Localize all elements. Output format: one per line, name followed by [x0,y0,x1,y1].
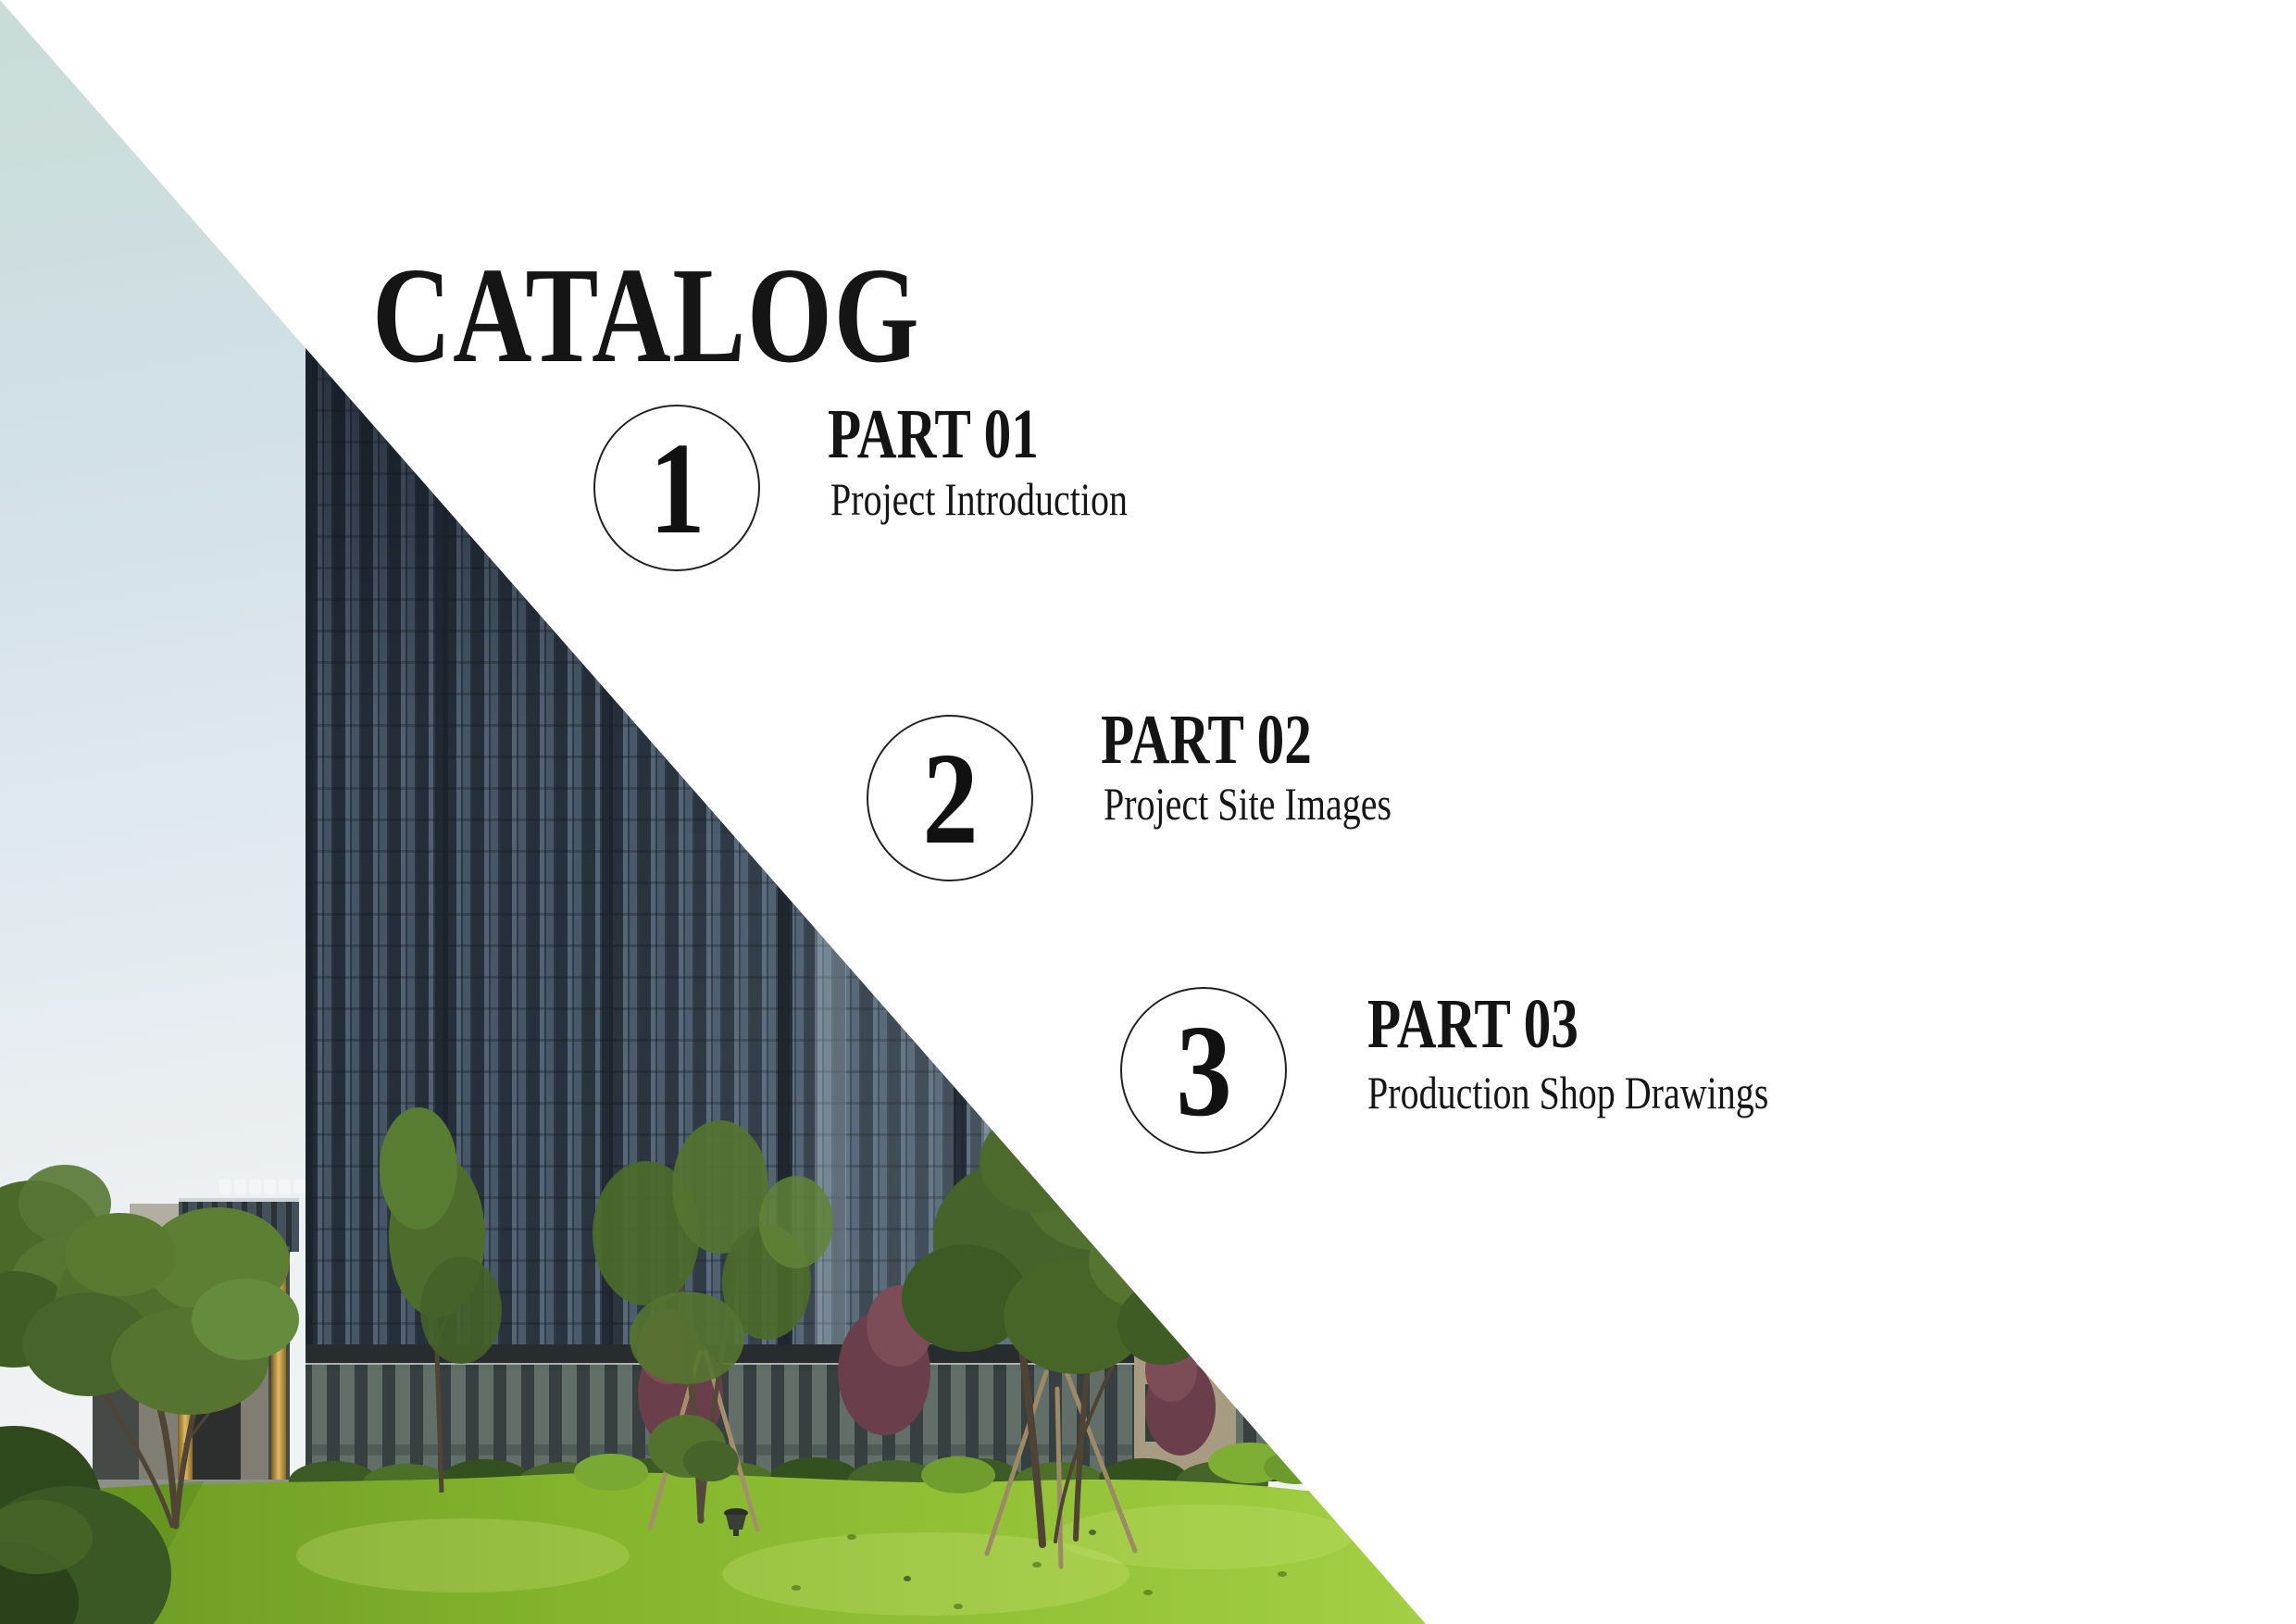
part-sublabel: Project Introduction [830,473,1129,525]
part-sublabel: Production Shop Drawings [1367,1067,1769,1118]
part-label: PART 03 [1367,985,1578,1063]
page-title: CATALOG [372,240,921,393]
item-number: 3 [1175,997,1232,1143]
item-number: 1 [648,415,705,561]
item-number-badge [593,405,760,571]
part-label: PART 01 [828,395,1039,473]
item-number: 2 [921,725,979,871]
part-sublabel: Project Site Images [1104,778,1392,830]
item-number-badge [1120,987,1287,1154]
item-number-badge [867,715,1033,881]
part-label: PART 02 [1101,701,1312,779]
